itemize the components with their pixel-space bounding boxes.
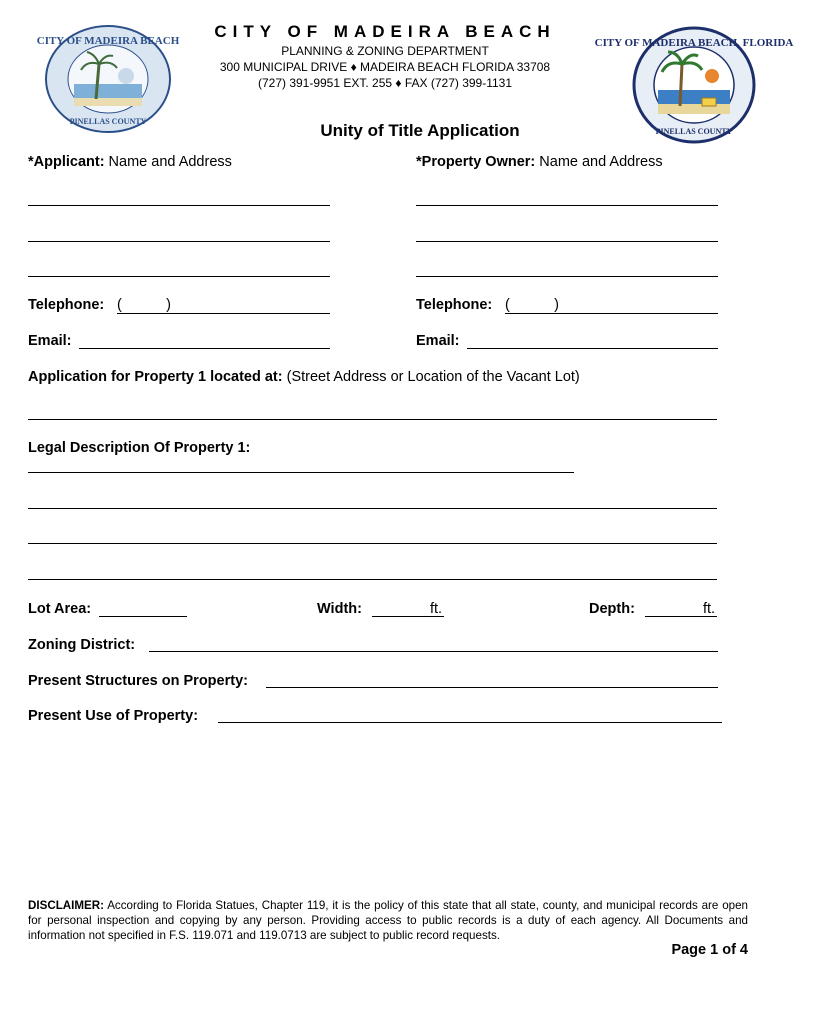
legal-description-line-1[interactable] xyxy=(28,472,574,473)
owner-address-line-3[interactable] xyxy=(416,276,718,277)
owner-label: *Property Owner: xyxy=(416,154,536,170)
applicant-telephone-field[interactable] xyxy=(117,313,330,314)
svg-text:CITY OF MADEIRA BEACH, FLORIDA: CITY OF MADEIRA BEACH, FLORIDA xyxy=(594,37,794,49)
owner-telephone-label: Telephone: xyxy=(416,297,493,313)
form-title: Unity of Title Application xyxy=(320,121,520,140)
zoning-district-label: Zoning District: xyxy=(28,637,136,653)
applicant-telephone-paren: ( ) xyxy=(117,297,171,313)
property-location-heading xyxy=(28,369,580,385)
depth-unit: ft. xyxy=(703,601,716,617)
page-number: Page 1 of 4 xyxy=(671,942,748,958)
zoning-district-field[interactable] xyxy=(149,651,718,652)
present-structures-label: Present Structures on Property: xyxy=(28,673,248,689)
owner-address-line-1[interactable] xyxy=(416,205,718,206)
disclaimer-label: DISCLAIMER: xyxy=(28,899,104,912)
applicant-label: *Applicant: xyxy=(28,154,105,170)
disclaimer xyxy=(28,898,748,943)
applicant-telephone-label: Telephone: xyxy=(28,297,105,313)
city-name: CITY OF MADEIRA BEACH xyxy=(214,22,556,41)
property-location-sublabel: (Street Address or Location of the Vacant Lot) xyxy=(282,369,580,385)
lot-area-label: Lot Area: xyxy=(28,601,92,617)
legal-description-line-3[interactable] xyxy=(28,543,717,544)
legal-description-line-2[interactable] xyxy=(28,508,717,509)
lot-area-field[interactable] xyxy=(99,616,187,617)
department-address: 300 MUNICIPAL DRIVE ♦ MADEIRA BEACH FLORIDA 33708 xyxy=(219,60,551,74)
department-name: PLANNING & ZONING DEPARTMENT xyxy=(281,44,489,58)
department-phone: (727) 391-9951 EXT. 255 ♦ FAX (727) 399-1131 xyxy=(257,76,513,90)
applicant-email-field[interactable] xyxy=(79,348,330,349)
present-structures-field[interactable] xyxy=(266,687,718,688)
svg-text:PINELLAS COUNTY: PINELLAS COUNTY xyxy=(655,127,733,136)
owner-address-line-2[interactable] xyxy=(416,241,718,242)
owner-sublabel: Name and Address xyxy=(535,154,663,170)
svg-text:CITY OF MADEIRA BEACH: CITY OF MADEIRA BEACH xyxy=(36,35,180,47)
owner-telephone-field[interactable] xyxy=(505,313,718,314)
applicant-address-line-1[interactable] xyxy=(28,205,330,206)
owner-heading xyxy=(416,154,663,170)
applicant-heading xyxy=(28,154,232,170)
disclaimer-text: According to Florida Statues, Chapter 119, it is the policy of this state that all state, county, and municipal records are open for personal inspection and copying by any person. Providing access to public records is a duty of each agency. All Documents and information not specified in F.S. 119.071 and 119.0713 are subject to public record requests. xyxy=(28,899,748,942)
svg-text:PINELLAS COUNTY: PINELLAS COUNTY xyxy=(69,117,147,126)
owner-telephone-paren: ( ) xyxy=(505,297,559,313)
legal-description-line-4[interactable] xyxy=(28,579,717,580)
applicant-email-label: Email: xyxy=(28,333,72,349)
owner-email-field[interactable] xyxy=(467,348,718,349)
applicant-address-line-2[interactable] xyxy=(28,241,330,242)
present-use-field[interactable] xyxy=(218,722,722,723)
applicant-sublabel: Name and Address xyxy=(104,154,232,170)
property-location-label: Application for Property 1 located at: xyxy=(28,369,283,385)
legal-description-label: Legal Description Of Property 1: xyxy=(28,440,251,456)
depth-label: Depth: xyxy=(589,601,635,617)
owner-email-label: Email: xyxy=(416,333,460,349)
width-label: Width: xyxy=(317,601,362,617)
width-unit: ft. xyxy=(430,601,443,617)
property-location-field[interactable] xyxy=(28,419,717,420)
applicant-address-line-3[interactable] xyxy=(28,276,330,277)
present-use-label: Present Use of Property: xyxy=(28,708,199,724)
